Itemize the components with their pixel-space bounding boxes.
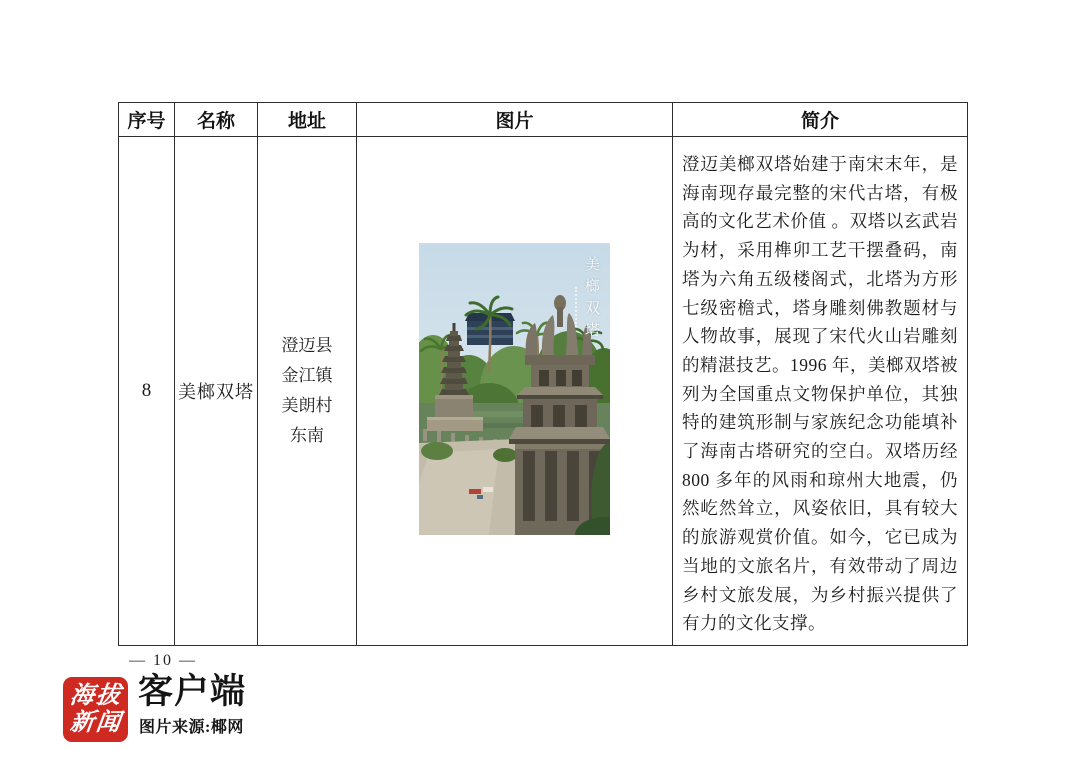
column-header-serial: 序号: [119, 103, 175, 137]
table-header-row: [119, 103, 968, 137]
photo-watermark: 美榔双塔: [583, 255, 599, 344]
photo-cell: [357, 137, 673, 646]
column-header-address: 地址: [258, 103, 357, 137]
attraction-name: 美榔双塔: [178, 382, 254, 402]
description-cell: [673, 137, 968, 646]
photo-watermark-subtext-marks: [575, 287, 577, 327]
attractions-table: [118, 102, 968, 646]
table-row: [119, 137, 968, 646]
haiba-news-logo: [63, 677, 128, 742]
address-line: 金江镇: [281, 366, 333, 385]
column-header-name: 名称: [175, 103, 258, 137]
column-header-photo: 图片: [357, 103, 673, 137]
pagoda-photo: [419, 243, 610, 535]
logo-text-line1: 海拔: [67, 682, 124, 709]
logo-text-line2: 新闻: [67, 709, 124, 736]
page-number: — 10 —: [129, 652, 197, 669]
address-line: 东南: [290, 426, 324, 445]
name-cell: [175, 137, 258, 646]
column-header-intro: 简介: [673, 103, 968, 137]
address-cell: [258, 137, 357, 646]
client-label: 客户端: [138, 672, 247, 711]
serial-cell: [119, 137, 175, 646]
serial-value: 8: [141, 380, 152, 401]
image-credit: 图片来源:椰网: [139, 719, 244, 736]
address-line: 澄迈县: [281, 336, 333, 355]
description-text: 澄迈美榔双塔始建于南宋末年，是海南现存最完整的宋代古塔，有极高的文化艺术价值 。双塔以玄武岩为材，采用榫卯工艺干摆叠码，南塔为六角五级楼阁式，北塔为方形七级密檐式，塔身雕刻佛教题材与人物故事，展现了宋代火山岩雕刻的精湛技艺。1996 年，美榔双塔被列为全国重点文物保护单位，其独特的建筑形制与家族纪念功能填补了海南古塔研究的空白。双塔历经 800 多年的风雨和琼州大地震，仍然屹然耸立，风姿依旧，具有较大的旅游观赏价值。如今，它已成为当地的文旅名片，有效带动了周边乡村文旅发展，为乡村振兴提供了有力的文化支撑。: [682, 154, 958, 634]
address-line: 美朗村: [281, 396, 333, 415]
